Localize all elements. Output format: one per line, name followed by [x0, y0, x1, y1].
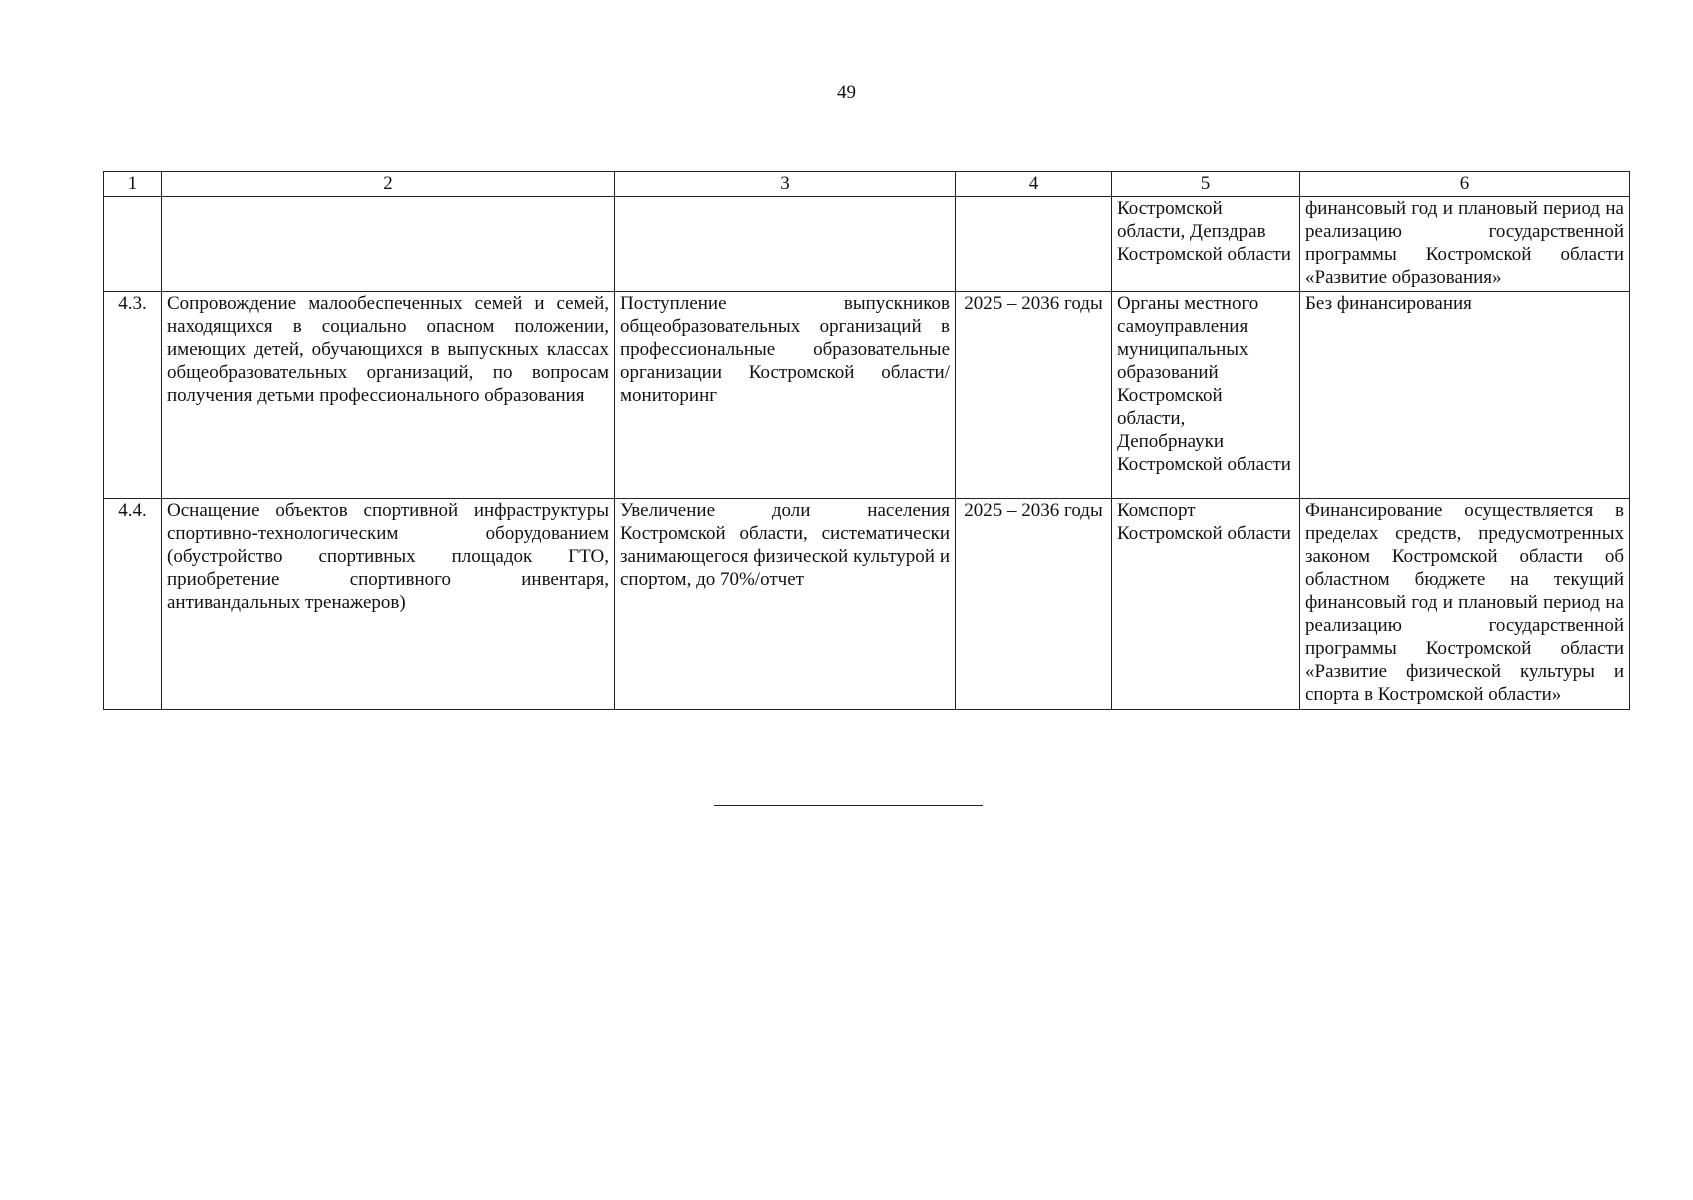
- cell-executor: Комспорт Костромской области: [1112, 499, 1300, 710]
- cell-financing: Без финансирования: [1300, 292, 1630, 499]
- table-row-4-3: [104, 292, 1630, 499]
- column-number-2: 2: [162, 172, 615, 197]
- cell-period: 2025 – 2036 годы: [956, 292, 1112, 499]
- page-number: 49: [837, 82, 856, 103]
- cell-period: 2025 – 2036 годы: [956, 499, 1112, 710]
- program-activities-table: [103, 171, 1630, 710]
- cell-financing: Финансирование осуществляется в пределах средств, предусмотренных законом Костромской области об областном бюджете на текущий финансовый год и плановый период на реализацию государственной программы Костромской области «Развитие физической культуры и спорта в Костромской области»: [1300, 499, 1630, 710]
- cell-executor: Органы местного самоуправления муниципальных образований Костромской области, Депобрнауки Костромской области: [1112, 292, 1300, 499]
- table-row-continuation: [104, 197, 1630, 292]
- cell-result: [615, 197, 956, 292]
- cell-executor: Костромской области, Депздрав Костромской области: [1112, 197, 1300, 292]
- cell-activity: Оснащение объектов спортивной инфраструктуры спортивно-технологическим оборудованием (обустройство спортивных площадок ГТО, приобретение спортивного инвентаря, антивандальных тренажеров): [162, 499, 615, 710]
- cell-financing: финансовый год и плановый период на реализацию государственной программы Костромской области «Развитие образования»: [1300, 197, 1630, 292]
- cell-result: Поступление выпускников общеобразовательных организаций в профессиональные образовательные организации Костромской области/мониторинг: [615, 292, 956, 499]
- cell-number: [104, 197, 162, 292]
- end-of-document-line: [714, 805, 983, 806]
- column-number-5: 5: [1112, 172, 1300, 197]
- cell-result: Увеличение доли населения Костромской области, систематически занимающегося физической культурой и спортом, до 70%/отчет: [615, 499, 956, 710]
- cell-number: 4.3.: [104, 292, 162, 499]
- cell-activity: [162, 197, 615, 292]
- cell-period: [956, 197, 1112, 292]
- column-number-row: [104, 172, 1630, 197]
- column-number-6: 6: [1300, 172, 1630, 197]
- column-number-1: 1: [104, 172, 162, 197]
- cell-number: 4.4.: [104, 499, 162, 710]
- column-number-4: 4: [956, 172, 1112, 197]
- cell-activity: Сопровождение малообеспеченных семей и семей, находящихся в социально опасном положении, имеющих детей, обучающихся в выпускных классах общеобразовательных организаций, по вопросам получения детьми профессионального образования: [162, 292, 615, 499]
- table-row-4-4: [104, 499, 1630, 710]
- column-number-3: 3: [615, 172, 956, 197]
